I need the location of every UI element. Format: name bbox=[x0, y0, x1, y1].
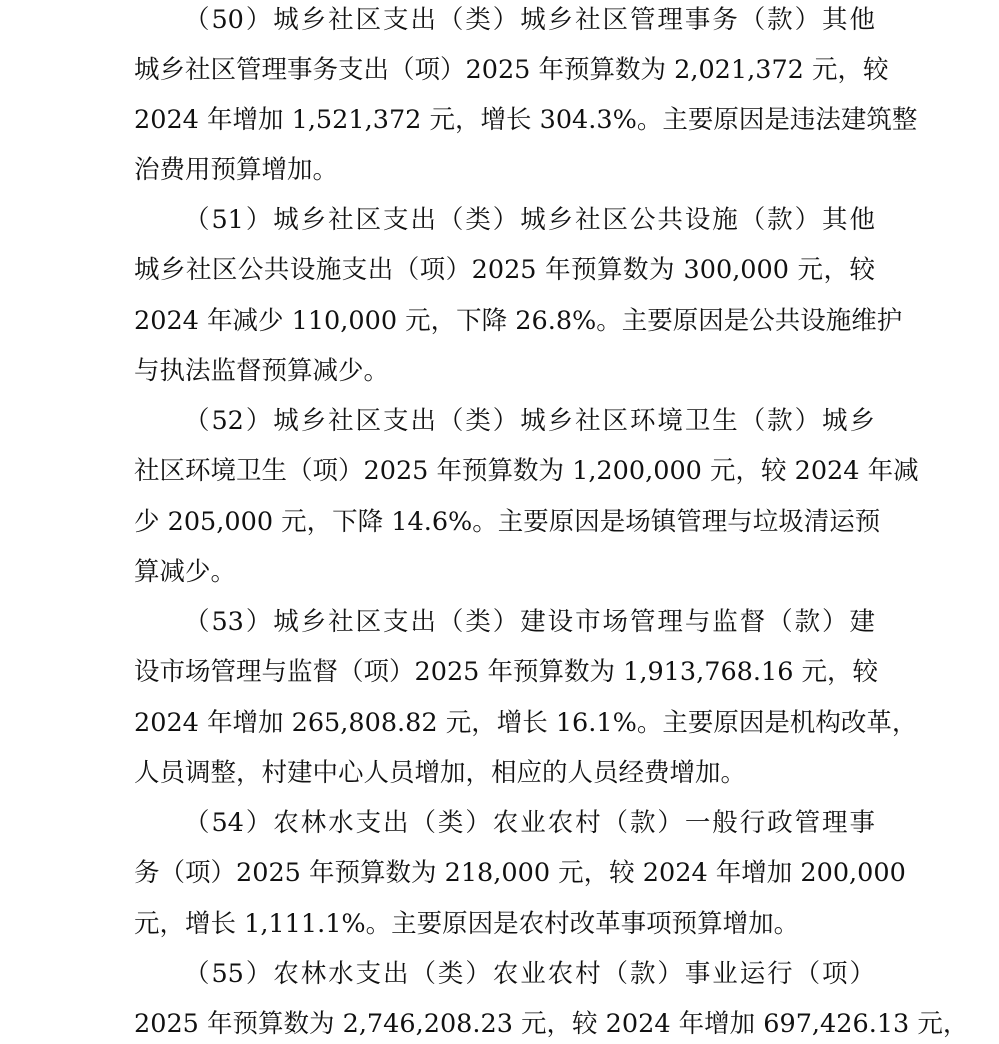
text-line: 社区环境卫生（项）2025 年预算数为 1,200,000 元，较 2024 年减 bbox=[134, 456, 919, 486]
text-line: 元，增长 1,111.1%。主要原因是农村改革事项预算增加。 bbox=[134, 909, 800, 939]
text-line: （53）城乡社区支出（类）建设市场管理与监督（款）建 bbox=[184, 607, 875, 637]
text-line: 2024 年增加 1,521,372 元，增长 304.3%。主要原因是违法建筑整 bbox=[134, 105, 918, 135]
text-line: 治费用预算增加。 bbox=[134, 155, 339, 185]
text-line: 少 205,000 元，下降 14.6%。主要原因是场镇管理与垃圾清运预 bbox=[134, 507, 881, 537]
text-line: （50）城乡社区支出（类）城乡社区管理事务（款）其他 bbox=[184, 5, 875, 35]
text-line: 设市场管理与监督（项）2025 年预算数为 1,913,768.16 元，较 bbox=[134, 657, 879, 687]
text-line: 与执法监督预算减少。 bbox=[134, 356, 390, 386]
text-line: 2024 年减少 110,000 元，下降 26.8%。主要原因是公共设施维护 bbox=[134, 306, 903, 336]
text-line: 务（项）2025 年预算数为 218,000 元，较 2024 年增加 200,000 bbox=[134, 858, 906, 888]
text-line: 人员调整，村建中心人员增加，相应的人员经费增加。 bbox=[134, 758, 747, 788]
text-line: 2024 年增加 265,808.82 元，增长 16.1%。主要原因是机构改革， bbox=[134, 708, 918, 738]
text-line: （52）城乡社区支出（类）城乡社区环境卫生（款）城乡 bbox=[184, 406, 875, 436]
text-line: 城乡社区管理事务支出（项）2025 年预算数为 2,021,372 元，较 bbox=[134, 55, 889, 85]
text-line: 2025 年预算数为 2,746,208.23 元，较 2024 年增加 697,426.13 元， bbox=[134, 1009, 969, 1039]
text-line: （54）农林水支出（类）农业农村（款）一般行政管理事 bbox=[184, 808, 875, 838]
text-line: （55）农林水支出（类）农业农村（款）事业运行（项） bbox=[184, 959, 875, 989]
text-line: 算减少。 bbox=[134, 557, 237, 587]
text-line: 城乡社区公共设施支出（项）2025 年预算数为 300,000 元，较 bbox=[134, 255, 875, 285]
text-line: （51）城乡社区支出（类）城乡社区公共设施（款）其他 bbox=[184, 205, 875, 235]
